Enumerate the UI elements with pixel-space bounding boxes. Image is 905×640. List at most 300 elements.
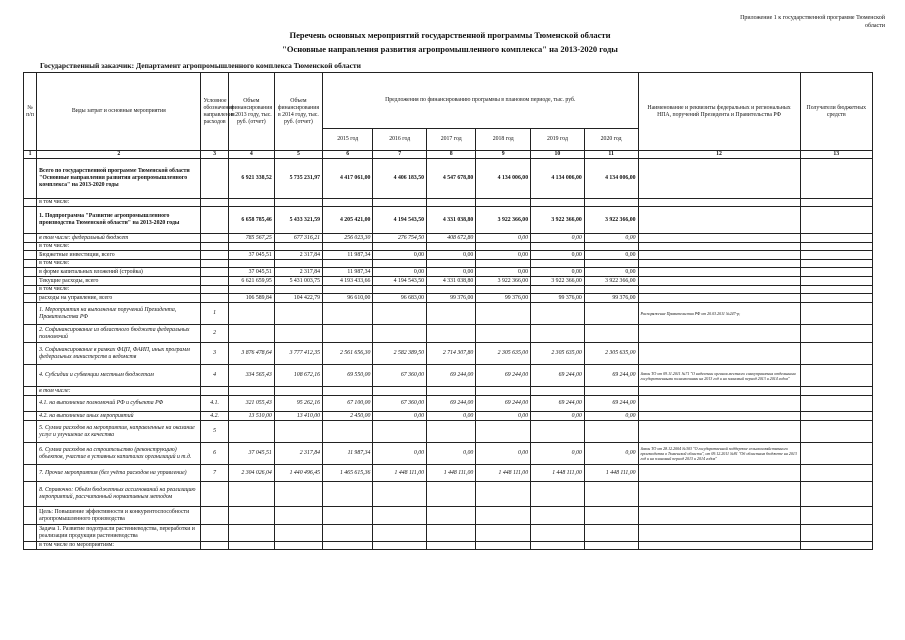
cell-name: в том числе: федеральный бюджет (37, 234, 201, 243)
cell-y2019 (531, 286, 585, 294)
cell-recipients (800, 396, 872, 412)
cell-v2014: 677 316,21 (274, 234, 322, 243)
cell-name: Всего по государственной программе Тюменской области "Основные направления развития агропромышленного комплекса" на 2013-2020 годы (37, 159, 201, 199)
cell-y2018 (476, 542, 531, 550)
cell-npa (638, 268, 800, 277)
cell-npa (638, 525, 800, 542)
cell-y2016: 67 360,00 (373, 396, 427, 412)
cell-y2015 (323, 507, 373, 525)
cell-num (24, 277, 37, 286)
cell-cond (201, 159, 228, 199)
cell-v2013 (228, 421, 274, 443)
cell-y2020: 4 134 006,00 (584, 159, 638, 199)
cell-y2015 (323, 303, 373, 325)
table-row (24, 159, 873, 199)
cell-v2013 (228, 325, 274, 343)
cell-npa (638, 465, 800, 482)
cell-v2014: 2 317,84 (274, 443, 322, 465)
cell-y2019 (531, 482, 585, 507)
cell-cond (201, 268, 228, 277)
cell-num (24, 443, 37, 465)
cell-y2019 (531, 542, 585, 550)
cell-y2016 (373, 482, 427, 507)
cell-recipients (800, 482, 872, 507)
cell-npa (638, 412, 800, 421)
table-row (24, 325, 873, 343)
cell-y2019 (531, 507, 585, 525)
cell-recipients (800, 525, 872, 542)
cell-y2016 (373, 325, 427, 343)
cell-cond (201, 286, 228, 294)
index-cell: 2 (37, 151, 201, 159)
cell-v2014 (274, 507, 322, 525)
cell-cond (201, 243, 228, 251)
cell-name: в том числе: (37, 199, 201, 207)
cell-name: 4.2. на выполнение иных мероприятий (37, 412, 201, 421)
table-row (24, 234, 873, 243)
cell-y2016: 1 448 111,00 (373, 465, 427, 482)
table-row (24, 482, 873, 507)
cell-y2015: 11 987,34 (323, 251, 373, 260)
cell-y2019: 69 244,00 (531, 396, 585, 412)
cell-cond (201, 251, 228, 260)
cell-recipients (800, 159, 872, 199)
cell-y2020 (584, 482, 638, 507)
cell-name: в том числе: (37, 286, 201, 294)
cell-y2020: 99 376,00 (584, 294, 638, 303)
cell-v2014 (274, 243, 322, 251)
cell-v2014 (274, 303, 322, 325)
cell-y2019: 2 305 635,00 (531, 343, 585, 365)
cell-v2013: 37 045,51 (228, 268, 274, 277)
column-index-row (24, 151, 873, 159)
cell-y2019: 3 922 366,00 (531, 277, 585, 286)
cell-y2016 (373, 525, 427, 542)
cell-y2019: 69 244,00 (531, 365, 585, 387)
cell-y2018: 0,00 (476, 412, 531, 421)
cell-v2013: 6 658 785,46 (228, 207, 274, 234)
cell-recipients (800, 421, 872, 443)
table-row (24, 286, 873, 294)
cell-y2017 (427, 286, 476, 294)
cell-y2020 (584, 507, 638, 525)
cell-y2020: 1 448 111,00 (584, 465, 638, 482)
cell-y2018 (476, 525, 531, 542)
cell-cond: 6 (201, 443, 228, 465)
cell-npa (638, 251, 800, 260)
cell-num (24, 207, 37, 234)
cell-num (24, 234, 37, 243)
cell-y2016: 2 582 389,50 (373, 343, 427, 365)
cell-name: Задача 1. Развитие подотрасли растениеводства, переработки и реализации продукции растениеводства (37, 525, 201, 542)
cell-name: в том числе: (37, 243, 201, 251)
cell-y2018 (476, 260, 531, 268)
year-2020-header: 2020 год (584, 129, 638, 151)
cell-v2013 (228, 303, 274, 325)
cell-cond: 2 (201, 325, 228, 343)
cell-num (24, 365, 37, 387)
cell-name: 1. Подпрограмма "Развитие агропромышленного производства Тюменской области" на 2013-2020 годы (37, 207, 201, 234)
cell-v2014: 13 410,00 (274, 412, 322, 421)
table-row (24, 199, 873, 207)
cell-v2013: 6 621 659,95 (228, 277, 274, 286)
cell-cond (201, 387, 228, 396)
cell-y2020: 0,00 (584, 234, 638, 243)
table-row (24, 412, 873, 421)
cell-num (24, 343, 37, 365)
cell-y2018: 3 922 366,00 (476, 207, 531, 234)
cell-y2017: 4 547 678,80 (427, 159, 476, 199)
cell-y2016: 276 754,50 (373, 234, 427, 243)
cell-y2018 (476, 325, 531, 343)
cell-recipients (800, 542, 872, 550)
cell-y2015: 1 465 615,36 (323, 465, 373, 482)
cell-y2017: 2 714 307,80 (427, 343, 476, 365)
index-cell: 9 (476, 151, 531, 159)
cell-v2013 (228, 260, 274, 268)
cell-num (24, 286, 37, 294)
cell-name: Текущие расходы, всего (37, 277, 201, 286)
cell-y2018: 0,00 (476, 234, 531, 243)
index-cell: 4 (228, 151, 274, 159)
cell-y2019: 0,00 (531, 251, 585, 260)
table-row (24, 465, 873, 482)
cell-npa (638, 234, 800, 243)
cell-y2017: 4 331 038,80 (427, 277, 476, 286)
cell-cond: 4.2. (201, 412, 228, 421)
cell-v2013: 106 589,84 (228, 294, 274, 303)
cell-y2015: 69 550,00 (323, 365, 373, 387)
cell-v2014: 95 262,16 (274, 396, 322, 412)
cell-v2014: 5 431 003,75 (274, 277, 322, 286)
cell-v2014: 5 735 231,97 (274, 159, 322, 199)
cell-y2016: 0,00 (373, 412, 427, 421)
cell-v2013: 334 565,43 (228, 365, 274, 387)
col-2014-header: Объем финансирования в 2014 году, тыс. руб. (отчет) (274, 73, 322, 151)
cell-v2013 (228, 542, 274, 550)
table-row (24, 343, 873, 365)
table-row (24, 260, 873, 268)
table-row (24, 268, 873, 277)
table-row (24, 525, 873, 542)
cell-num (24, 243, 37, 251)
table-row (24, 277, 873, 286)
cell-y2017: 69 244,00 (427, 365, 476, 387)
cell-recipients (800, 387, 872, 396)
cell-npa (638, 343, 800, 365)
cell-y2017 (427, 421, 476, 443)
cell-y2020 (584, 243, 638, 251)
cell-y2017: 0,00 (427, 251, 476, 260)
cell-name: в том числе: (37, 260, 201, 268)
cell-recipients (800, 294, 872, 303)
cell-recipients (800, 325, 872, 343)
cell-name: в том числе по мероприятиям: (37, 542, 201, 550)
cell-recipients (800, 277, 872, 286)
cell-name: в том числе: (37, 387, 201, 396)
table-body (24, 159, 873, 550)
title-line-1: Перечень основных мероприятий государственной программы Тюменской области (289, 30, 611, 40)
cell-y2020: 69 244,00 (584, 365, 638, 387)
cell-y2017 (427, 525, 476, 542)
year-2016-header: 2016 год (373, 129, 427, 151)
cell-npa: Распоряжение Правительства РФ от 20.03.2011 №247-р; (638, 303, 800, 325)
cell-y2017 (427, 325, 476, 343)
cell-v2014: 108 672,16 (274, 365, 322, 387)
cell-v2013: 37 045,51 (228, 251, 274, 260)
cell-cond (201, 294, 228, 303)
cell-y2018 (476, 482, 531, 507)
cell-v2013 (228, 286, 274, 294)
cell-y2018: 69 244,00 (476, 365, 531, 387)
cell-npa (638, 207, 800, 234)
state-customer: Государственный заказчик: Департамент агропромышленного комплекса Тюменской области (40, 61, 361, 70)
cell-y2016 (373, 421, 427, 443)
cell-num (24, 294, 37, 303)
appendix-note: Приложение 1 к государственной программе Тюменской области (740, 15, 885, 29)
table-row (24, 243, 873, 251)
cell-y2015 (323, 525, 373, 542)
cell-cond: 4.1. (201, 396, 228, 412)
cell-y2019: 99 376,00 (531, 294, 585, 303)
cell-name: 7. Прочие мероприятия (без учёта расходов на управление) (37, 465, 201, 482)
cell-recipients (800, 303, 872, 325)
cell-v2013 (228, 243, 274, 251)
cell-y2018 (476, 243, 531, 251)
cell-y2018 (476, 199, 531, 207)
cell-y2020 (584, 260, 638, 268)
cell-y2015: 4 417 061,00 (323, 159, 373, 199)
cell-y2020 (584, 387, 638, 396)
cell-y2019 (531, 260, 585, 268)
cell-v2014 (274, 542, 322, 550)
cell-npa (638, 277, 800, 286)
cell-y2017: 69 244,00 (427, 396, 476, 412)
cell-name: расходы на управление, всего (37, 294, 201, 303)
year-2017-header: 2017 год (427, 129, 476, 151)
cell-npa (638, 159, 800, 199)
cell-npa (638, 243, 800, 251)
table-row (24, 251, 873, 260)
cell-recipients (800, 268, 872, 277)
cell-cond (201, 260, 228, 268)
cell-v2013: 13 510,00 (228, 412, 274, 421)
cell-v2014 (274, 387, 322, 396)
cell-y2015 (323, 482, 373, 507)
table-row (24, 207, 873, 234)
cell-name: 1. Мероприятия на выполнение поручений Президента, Правительства РФ (37, 303, 201, 325)
table-row (24, 443, 873, 465)
cell-npa (638, 396, 800, 412)
cell-y2018: 3 922 366,00 (476, 277, 531, 286)
year-2019-header: 2019 год (531, 129, 585, 151)
cell-num (24, 159, 37, 199)
cell-recipients (800, 251, 872, 260)
cell-y2016: 4 406 183,50 (373, 159, 427, 199)
cell-cond: 1 (201, 303, 228, 325)
cell-y2015: 11 987,34 (323, 443, 373, 465)
cell-recipients (800, 243, 872, 251)
cell-y2017: 408 672,80 (427, 234, 476, 243)
cell-y2020 (584, 325, 638, 343)
cell-npa (638, 294, 800, 303)
cell-y2017 (427, 243, 476, 251)
index-cell: 12 (638, 151, 800, 159)
cell-y2019: 0,00 (531, 268, 585, 277)
cell-y2018: 2 305 635,00 (476, 343, 531, 365)
cell-y2016: 4 194 543,50 (373, 277, 427, 286)
cell-y2020 (584, 525, 638, 542)
cell-y2019 (531, 243, 585, 251)
cell-y2019 (531, 387, 585, 396)
cell-num (24, 507, 37, 525)
cell-y2016 (373, 286, 427, 294)
cell-num (24, 525, 37, 542)
cell-v2013 (228, 507, 274, 525)
cell-num (24, 412, 37, 421)
cell-y2020: 0,00 (584, 412, 638, 421)
cell-y2015: 256 023,30 (323, 234, 373, 243)
cell-name: 4. Субсидии и субвенции местным бюджетам (37, 365, 201, 387)
cell-y2015: 67 100,00 (323, 396, 373, 412)
cell-name: Бюджетные инвестиции, всего (37, 251, 201, 260)
cell-y2017 (427, 260, 476, 268)
cell-y2018: 0,00 (476, 443, 531, 465)
cell-name: 3. Софинансирование в рамках ФЦП, ФАИП, иных программ федеральных министерств и ведомств (37, 343, 201, 365)
index-cell: 11 (584, 151, 638, 159)
cell-v2013: 2 304 026,04 (228, 465, 274, 482)
cell-y2016 (373, 243, 427, 251)
cell-y2020 (584, 542, 638, 550)
cell-num (24, 260, 37, 268)
cell-recipients (800, 343, 872, 365)
cell-y2018 (476, 507, 531, 525)
cell-npa: Закон ТО от 09.11.2011 №71 "О наделении органов местного самоуправления отдельными государственными полномочиями на 2013 год и на плановый период 2013 и 2014 годов" (638, 365, 800, 387)
title-line-2: "Основные направления развития агропромышленного комплекса" на 2013-2020 годы (282, 44, 618, 54)
cell-cond (201, 542, 228, 550)
cell-y2016: 0,00 (373, 268, 427, 277)
cell-y2019: 4 134 006,00 (531, 159, 585, 199)
cell-recipients (800, 443, 872, 465)
cell-y2016: 0,00 (373, 251, 427, 260)
cell-y2016 (373, 199, 427, 207)
cell-num (24, 396, 37, 412)
cell-y2019 (531, 421, 585, 443)
cell-y2016 (373, 387, 427, 396)
cell-y2019 (531, 525, 585, 542)
cell-y2020: 69 244,00 (584, 396, 638, 412)
cell-y2015: 11 987,34 (323, 268, 373, 277)
cell-cond (201, 207, 228, 234)
document-title (200, 28, 700, 56)
cell-npa (638, 482, 800, 507)
cell-name: в форме капитальных вложений (стройка) (37, 268, 201, 277)
cell-y2020: 3 922 366,00 (584, 277, 638, 286)
cell-y2020 (584, 286, 638, 294)
cell-y2020: 3 922 366,00 (584, 207, 638, 234)
cell-num (24, 465, 37, 482)
cell-name: 2. Софинансирование из областного бюджета федеральных полномочий (37, 325, 201, 343)
cell-y2015: 4 193 433,66 (323, 277, 373, 286)
cell-v2014 (274, 325, 322, 343)
cell-v2013: 3 876 478,64 (228, 343, 274, 365)
cell-v2014 (274, 482, 322, 507)
cell-y2016 (373, 542, 427, 550)
cell-v2013 (228, 387, 274, 396)
cell-v2014: 2 317,84 (274, 251, 322, 260)
cell-cond (201, 234, 228, 243)
cell-v2014: 5 433 321,59 (274, 207, 322, 234)
cell-npa: Закон ТО от 28.12.2004 №303 "О государственной поддержке сельскохозяйственного производства в Тюменской области", от 09.12.2011 №81 "Об областном бюджете на 2013 год и на плановый период 2013 и 2014 годов" (638, 443, 800, 465)
cell-cond (201, 482, 228, 507)
cell-recipients (800, 412, 872, 421)
cell-y2017: 0,00 (427, 412, 476, 421)
cell-v2013 (228, 525, 274, 542)
cell-num (24, 421, 37, 443)
cell-y2015: 96 610,00 (323, 294, 373, 303)
cell-y2017 (427, 542, 476, 550)
table-row (24, 421, 873, 443)
cell-y2019 (531, 325, 585, 343)
cell-v2014: 2 317,84 (274, 268, 322, 277)
cell-num (24, 387, 37, 396)
cell-y2015 (323, 243, 373, 251)
cell-v2014 (274, 525, 322, 542)
cell-recipients (800, 465, 872, 482)
cell-recipients (800, 234, 872, 243)
cell-y2017: 0,00 (427, 268, 476, 277)
table-row (24, 387, 873, 396)
cell-y2017: 99 376,00 (427, 294, 476, 303)
cell-v2013 (228, 199, 274, 207)
cell-y2015: 2 561 656,30 (323, 343, 373, 365)
cell-y2016 (373, 303, 427, 325)
cell-npa (638, 387, 800, 396)
cell-y2020 (584, 303, 638, 325)
cell-y2018 (476, 387, 531, 396)
cell-y2017 (427, 507, 476, 525)
cell-v2013: 37 045,51 (228, 443, 274, 465)
cell-recipients (800, 260, 872, 268)
cell-y2017 (427, 199, 476, 207)
cell-y2015 (323, 325, 373, 343)
cell-num (24, 325, 37, 343)
cell-v2014: 3 777 412,35 (274, 343, 322, 365)
cell-y2016: 0,00 (373, 443, 427, 465)
cell-v2013 (228, 482, 274, 507)
cell-y2017 (427, 482, 476, 507)
cell-y2015: 4 205 421,00 (323, 207, 373, 234)
cell-num (24, 199, 37, 207)
col-npa-header: Наименование и реквизиты федеральных и региональных НПА, поручений Президента и Правительства РФ (638, 73, 800, 151)
cell-y2016: 4 194 543,50 (373, 207, 427, 234)
cell-y2019 (531, 303, 585, 325)
cell-y2020: 0,00 (584, 251, 638, 260)
cell-y2019 (531, 199, 585, 207)
col-num-header: № п/п (24, 73, 37, 151)
cell-y2018: 0,00 (476, 251, 531, 260)
cell-y2015 (323, 542, 373, 550)
table-row (24, 507, 873, 525)
cell-y2018 (476, 286, 531, 294)
cell-y2015 (323, 421, 373, 443)
cell-y2019: 3 922 366,00 (531, 207, 585, 234)
cell-y2017: 0,00 (427, 443, 476, 465)
cell-recipients (800, 507, 872, 525)
cell-y2020 (584, 199, 638, 207)
cell-cond: 5 (201, 421, 228, 443)
cell-y2019: 0,00 (531, 443, 585, 465)
